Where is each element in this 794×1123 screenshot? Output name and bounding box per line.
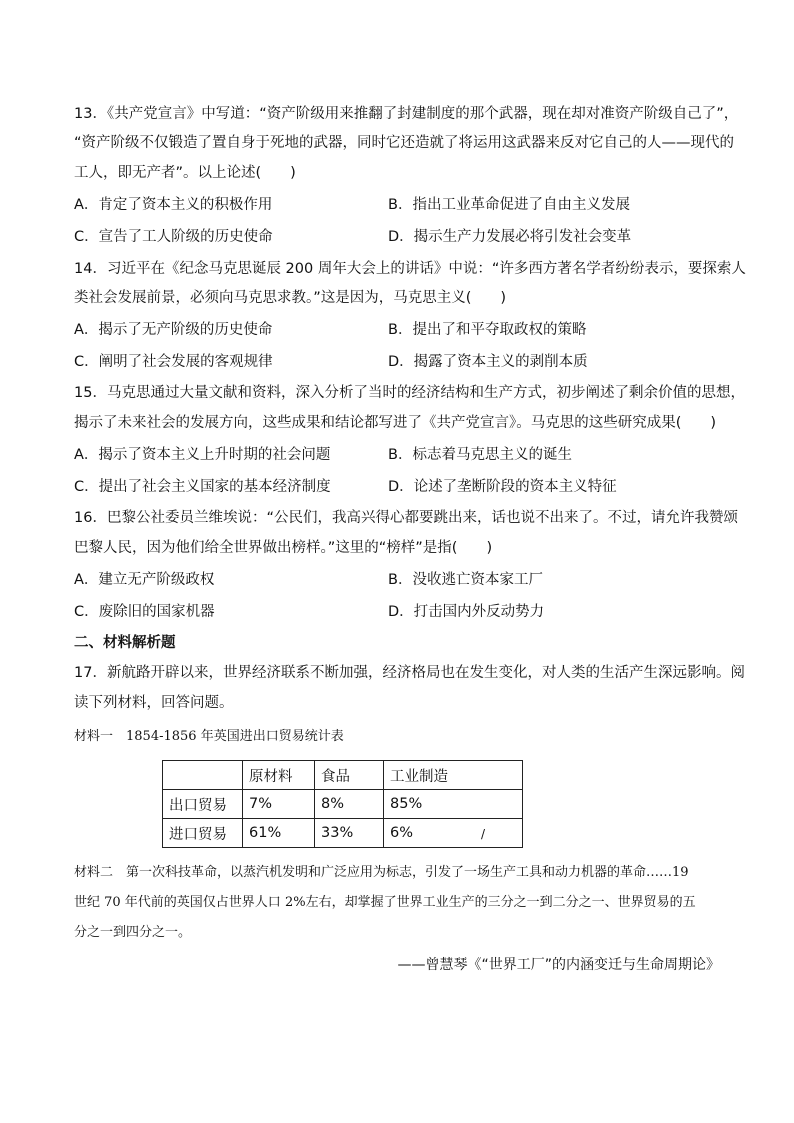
table-cell: 85%: [384, 790, 523, 819]
material2-line-3: 分之一到四分之一。: [74, 925, 192, 940]
table-cell: 61%: [243, 819, 315, 848]
table-cell: 进口贸易: [163, 819, 243, 848]
q16-option-d: D．打击国内外反动势力: [388, 604, 545, 620]
table-cell: 出口贸易: [163, 790, 243, 819]
q16-line-2: 巴黎人民，因为他们给全世界做出榜样。”这里的“榜样”是指( ): [74, 540, 493, 556]
table-header-row: [163, 761, 523, 790]
q13-option-d: D．揭示生产力发展必将引发社会变革: [388, 229, 632, 245]
q13-option-c: C．宣告了工人阶级的历史使命: [74, 229, 273, 245]
material2-line-1: 材料二 第一次科技革命，以蒸汽机发明和广泛应用为标志，引发了一场生产工具和动力机器的革命……19: [74, 865, 689, 880]
material2-line-2: 世纪 70 年代前的英国仅占世界人口 2%左右，却掌握了世界工业生产的三分之一到二分之一、世界贸易的五: [74, 895, 696, 910]
table-row: [163, 790, 523, 819]
q16-option-c: C．废除旧的国家机器: [74, 604, 215, 620]
table-cell: 8%: [315, 790, 384, 819]
q15-option-c: C．提出了社会主义国家的基本经济制度: [74, 479, 331, 495]
q13-line-3: 工人，即无产者”。以上论述( ): [74, 165, 296, 181]
material2-source: ——曾慧琴《“世界工厂”的内涵变迁与生命周期论》: [397, 957, 720, 973]
table-cell: 33%: [315, 819, 384, 848]
q15-option-b: B．标志着马克思主义的诞生: [388, 447, 572, 463]
q14-line-2: 类社会发展前景，必须向马克思求教。”这是因为，马克思主义( ): [74, 290, 507, 306]
q16-option-a: A．建立无产阶级政权: [74, 572, 215, 588]
q14-option-c: C．阐明了社会发展的客观规律: [74, 354, 273, 370]
material1-caption: 材料一 1854-1856 年英国进出口贸易统计表: [74, 729, 344, 744]
table-header-cell: 食品: [315, 761, 384, 790]
section-title: 二、材料解析题: [74, 635, 176, 651]
table-header-cell: 工业制造: [384, 761, 523, 790]
q15-option-a: A．揭示了资本主义上升时期的社会问题: [74, 447, 331, 463]
q15-line-2: 揭示了未来社会的发展方向，这些成果和结论都写进了《共产党宣言》。马克思的这些研究成果( ): [74, 415, 717, 431]
q13-option-b: B．指出工业革命促进了自由主义发展: [388, 197, 630, 213]
q16-line-1: 16．巴黎公社委员兰维埃说：“公民们，我高兴得心都要跳出来，话也说不出来了。不过，请允许我赞颂: [74, 510, 738, 526]
table-end-mark: /: [481, 827, 486, 841]
q14-line-1: 14．习近平在《纪念马克思诞辰 200 周年大会上的讲话》中说：“许多西方著名学者纷纷表示，要探索人: [74, 261, 746, 277]
trade-table: [162, 760, 523, 848]
q13-line-1: 13．《共产党宣言》中写道：“资产阶级用来推翻了封建制度的那个武器，现在却对准资产阶级自己了”，: [74, 106, 739, 122]
q15-line-1: 15．马克思通过大量文献和资料，深入分析了当时的经济结构和生产方式，初步阐述了剩余价值的思想，: [74, 385, 745, 401]
table-cell: 6%: [384, 819, 523, 848]
q13-option-a: A．肯定了资本主义的积极作用: [74, 197, 273, 213]
table-row: [163, 819, 523, 848]
table-header-cell: [163, 761, 243, 790]
q14-option-d: D．揭露了资本主义的剥削本质: [388, 354, 588, 370]
q14-option-b: B．提出了和平夺取政权的策略: [388, 322, 587, 338]
q16-option-b: B．没收逃亡资本家工厂: [388, 572, 543, 588]
table-header-cell: 原材料: [243, 761, 315, 790]
q17-line-1: 17．新航路开辟以来，世界经济联系不断加强，经济格局也在发生变化，对人类的生活产生深远影响。阅: [74, 665, 745, 681]
table-cell: 7%: [243, 790, 315, 819]
q15-option-d: D．论述了垄断阶段的资本主义特征: [388, 479, 617, 495]
q13-line-2: “资产阶级不仅锻造了置自身于死地的武器，同时它还造就了将运用这武器来反对它自己的人——现代的: [74, 135, 735, 151]
q17-line-2: 读下列材料，回答问题。: [74, 695, 234, 711]
q14-option-a: A．揭示了无产阶级的历史使命: [74, 322, 273, 338]
